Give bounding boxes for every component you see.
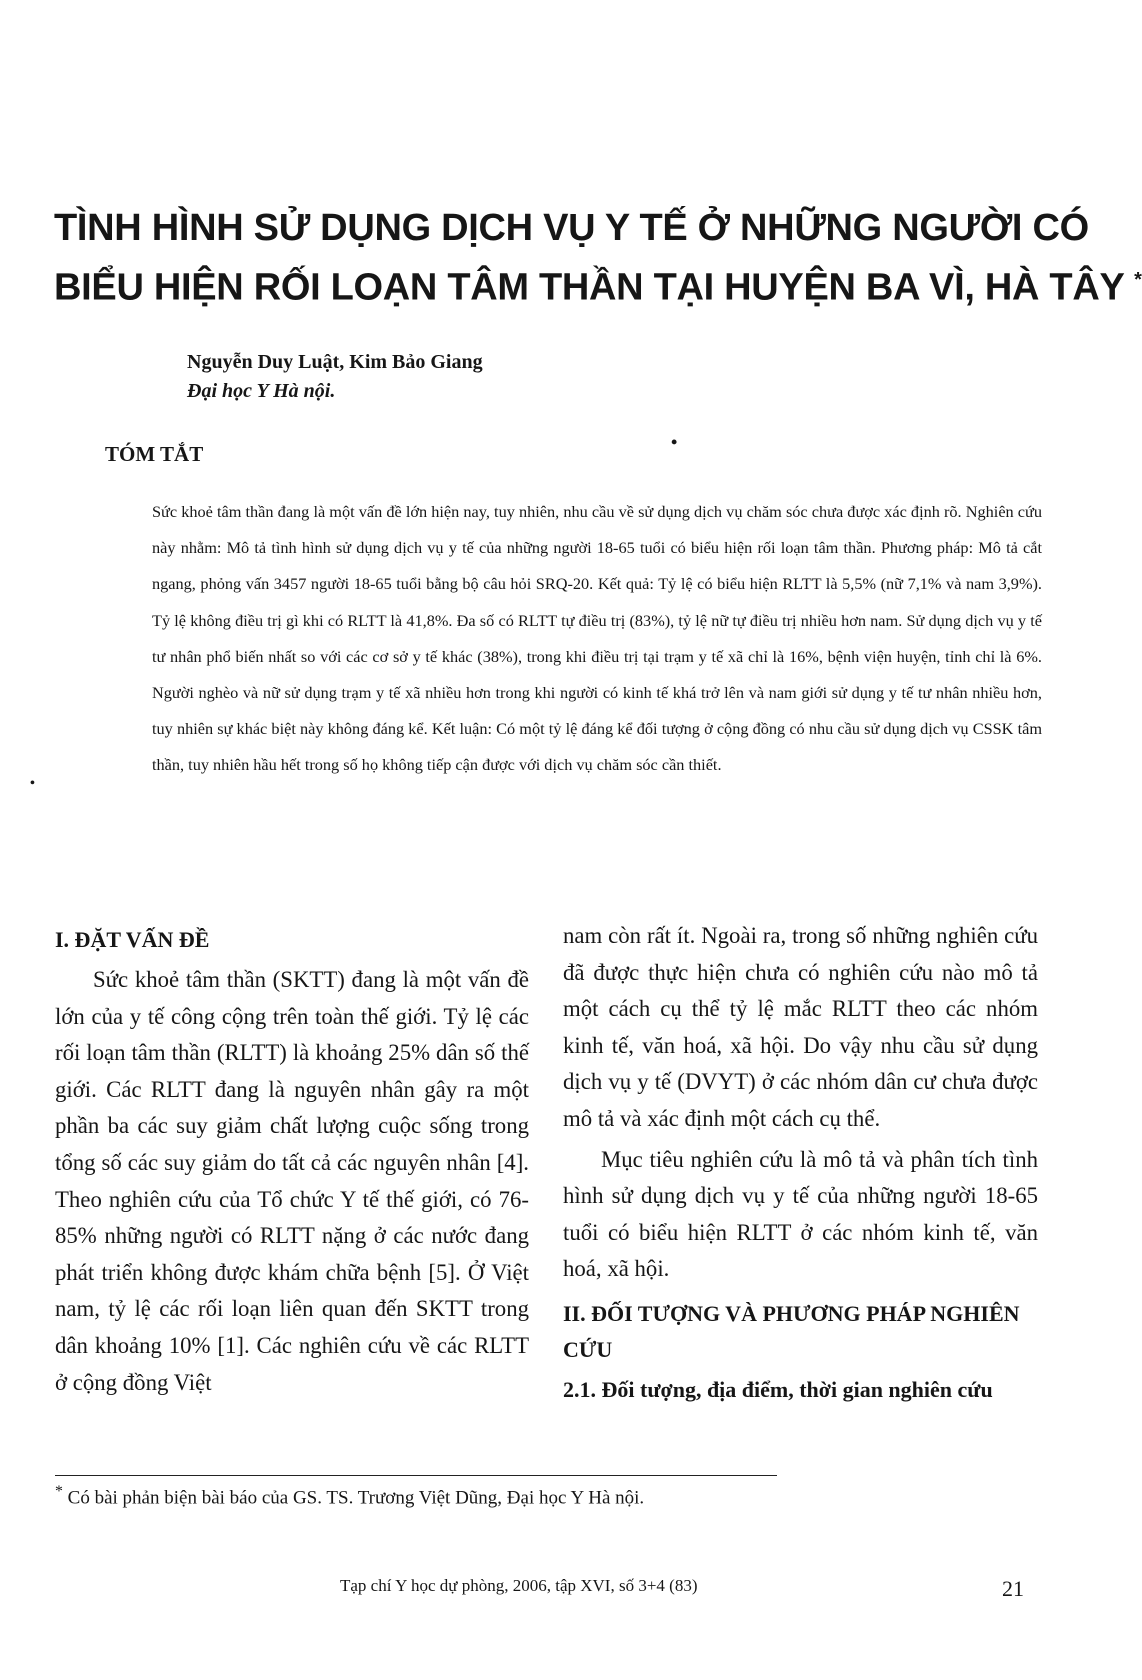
title-line-2-text: BIỂU HIỆN RỐI LOẠN TÂM THẦN TẠI HUYỆN BA VÌ, HÀ TÂY xyxy=(54,266,1124,309)
scan-speck-mark: • xyxy=(671,432,678,452)
right-column xyxy=(563,922,1038,1409)
author-list: Nguyễn Duy Luật, Kim Bảo Giang xyxy=(187,351,483,373)
footnote-rule xyxy=(55,1475,777,1476)
footnote-mark: * xyxy=(55,1483,63,1500)
section-1-heading: I. ĐẶT VẤN ĐỀ xyxy=(55,927,210,952)
title-footnote-mark: * xyxy=(1134,269,1142,291)
abstract-text: Sức khoẻ tâm thần đang là một vấn đề lớn hiện nay, tuy nhiên, nhu cầu về sử dụng dịch vụ chăm sóc chưa được xác định rõ. Nghiên cứu này nhằm: Mô tả tình hình sử dụng dịch vụ y tế của những người 18-65 tuổi có biểu hiện rối loạn tâm thần. Phương pháp: Mô tả cắt ngang, phỏng vấn 3457 người 18-65 tuổi bằng bộ câu hỏi SRQ-20. Kết quả: Tỷ lệ có biểu hiện RLTT là 5,5% (nữ 7,1% và nam 3,9%). Tỷ lệ không điều trị gì khi có RLTT là 41,8%. Đa số có RLTT tự điều trị (83%), tỷ lệ nữ tự điều trị nhiều hơn nam. Sử dụng dịch vụ y tế tư nhân phổ biến nhất so với các cơ sở y tế khác (38%), trong khi điều trị tại trạm y tế xã chỉ là 16%, bệnh viện huyện, tỉnh chỉ là 6%. Người nghèo và nữ sử dụng trạm y tế xã nhiều hơn trong khi người có kinh tế khá trở lên và nam giới sử dụng y tế tư nhân nhiều hơn, tuy nhiên sự khác biệt này không đáng kể. Kết luận: Có một tỷ lệ đáng kể đối tượng ở cộng đồng có nhu cầu sử dụng dịch vụ CSSK tâm thần, tuy nhiên hầu hết trong số họ không tiếp cận được với dịch vụ chăm sóc cần thiết. xyxy=(152,502,1042,775)
abstract-heading: TÓM TẮT xyxy=(105,442,204,466)
journal-footer: Tạp chí Y học dự phòng, 2006, tập XVI, số 3+4 (83) xyxy=(340,1576,698,1595)
article-title xyxy=(54,202,1142,314)
footnote-text: Có bài phản biện bài báo của GS. TS. Trương Việt Dũng, Đại học Y Hà nội. xyxy=(67,1487,645,1509)
section-1-paragraph-1-continued: nam còn rất ít. Ngoài ra, trong số những nghiên cứu đã được thực hiện chưa có nghiên cứu nào mô tả một cách cụ thể tỷ lệ mắc RLTT theo các nhóm kinh tế, văn hoá, xã hội. Do vậy nhu cầu sử dụng dịch vụ y tế (DVYT) ở các nhóm dân cư chưa được mô tả và xác định một cách cụ thể. xyxy=(563,923,1038,1131)
page-number: 21 xyxy=(1002,1576,1024,1601)
left-column xyxy=(55,922,529,1401)
section-1-paragraph-1: Sức khoẻ tâm thần (SKTT) đang là một vấn đề lớn của y tế công cộng trên toàn thế giới. Tỷ lệ các rối loạn tâm thần (RLTT) là khoảng 25% dân số thế giới. Các RLTT đang là nguyên nhân gây ra một phần ba các suy giảm chất lượng cuộc sống trong tổng số các suy giảm do tất cả các nguyên nhân [4]. Theo nghiên cứu của Tổ chức Y tế thế giới, có 76-85% những người có RLTT nặng ở các nước đang phát triển không được khám chữa bệnh [5]. Ở Việt nam, tỷ lệ các rối loạn liên quan đến SKTT trong dân khoảng 10% [1]. Các nghiên cứu về các RLTT ở cộng đồng Việt xyxy=(55,967,529,1395)
section-2-1-heading: 2.1. Đối tượng, địa điểm, thời gian nghiên cứu xyxy=(563,1376,993,1402)
section-1-paragraph-2: Mục tiêu nghiên cứu là mô tả và phân tích tình hình sử dụng dịch vụ y tế của những người 18-65 tuổi có biểu hiện RLTT ở các nhóm kinh tế, văn hoá, xã hội. xyxy=(563,1146,1038,1282)
affiliation: Đại học Y Hà nội. xyxy=(187,380,336,402)
title-line-2 xyxy=(54,254,1142,314)
scan-margin-mark: • xyxy=(30,776,35,791)
title-line-1: TÌNH HÌNH SỬ DỤNG DỊCH VỤ Y TẾ Ở NHỮNG NGƯỜI CÓ xyxy=(54,207,1089,249)
section-2-heading: II. ĐỐI TƯỢNG VÀ PHƯƠNG PHÁP NGHIÊN CỨU xyxy=(563,1300,1020,1362)
footnote xyxy=(55,1483,644,1509)
